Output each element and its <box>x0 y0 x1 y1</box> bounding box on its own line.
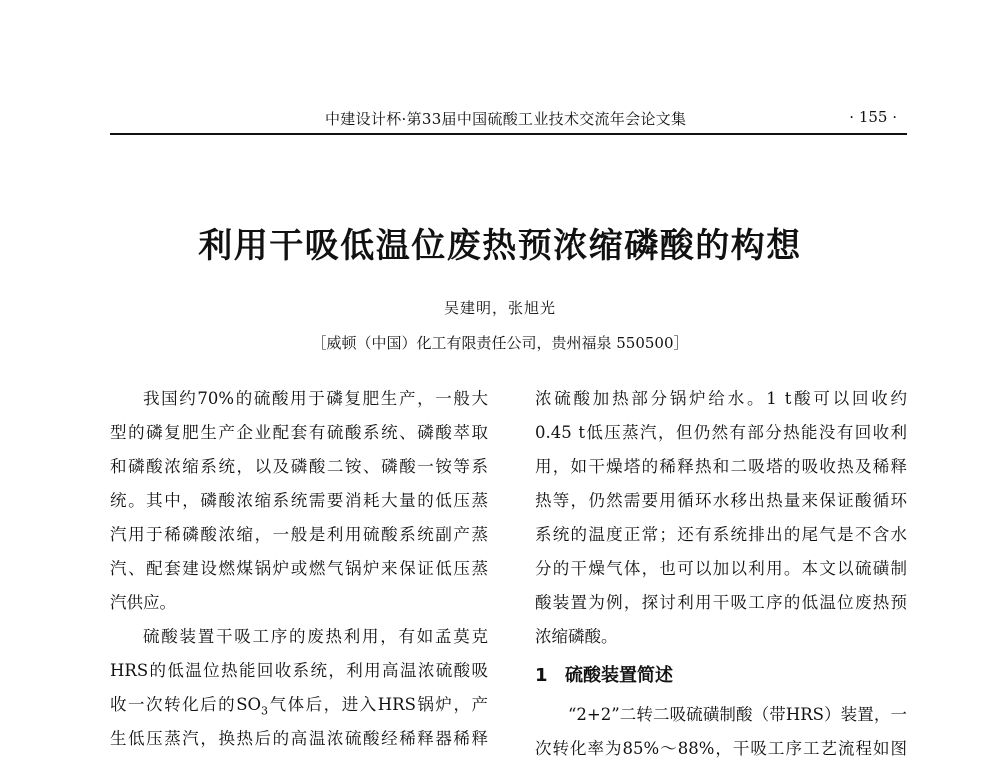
article-title: 利用干吸低温位废热预浓缩磷酸的构想 <box>198 226 802 266</box>
so3-continuation: 气体后，进入HRS锅炉，产 <box>268 695 488 714</box>
paragraph-line: 系统的温度正常；还有系统排出的尾气是不含水 <box>535 525 907 544</box>
paragraph-line: 汽供应。 <box>110 593 176 612</box>
article-affiliation: ［威顿（中国）化工有限责任公司，贵州福泉 550500］ <box>311 334 689 352</box>
paragraph-line: 型的磷复肥生产企业配套有硫酸系统、磷酸萃取 <box>110 423 488 442</box>
paragraph-line: “2+2”二转二吸硫磺制酸（带HRS）装置，一 <box>568 705 907 724</box>
right-column <box>535 382 907 766</box>
paragraph-line: 我国约70%的硫酸用于磷复肥生产，一般大 <box>143 389 488 408</box>
paragraph-line: 浓硫酸加热部分锅炉给水。1 t酸可以回收约 <box>535 389 907 408</box>
running-head-title: 中建设计杯·第33届中国硫酸工业技术交流年会论文集 <box>325 110 687 128</box>
paragraph-line: 浓缩磷酸。 <box>535 627 618 646</box>
section-title: 硫酸装置简述 <box>565 665 673 686</box>
running-head <box>110 108 905 132</box>
header-rule <box>110 133 907 135</box>
paragraph-line: 用，如干燥塔的稀释热和二吸塔的吸收热及稀释 <box>535 457 907 476</box>
page-number: · 155 · <box>849 108 897 126</box>
paragraph-line: 次转化率为85%～88%，干吸工序工艺流程如图 <box>535 739 907 758</box>
paragraph-line: 酸装置为例，探讨利用干吸工序的低温位废热预 <box>535 593 907 612</box>
paragraph-line: HRS的低温位热能回收系统，利用高温浓硫酸吸 <box>110 661 488 680</box>
paragraph-line: 热等，仍然需要用循环水移出热量来保证酸循环 <box>535 491 907 510</box>
so3-text: 收一次转化后的SO <box>110 695 262 714</box>
article-authors: 吴建明，张旭光 <box>443 299 556 317</box>
paragraph-line: 和磷酸浓缩系统，以及磷酸二铵、磷酸一铵等系 <box>110 457 488 476</box>
paragraph-line: 汽用于稀磷酸浓缩，一般是利用硫酸系统副产蒸 <box>110 525 488 544</box>
paragraph-line: 0.45 t低压蒸汽，但仍然有部分热能没有回收利 <box>535 423 907 442</box>
paragraph-line: 硫酸装置干吸工序的废热利用，有如孟莫克 <box>143 627 488 646</box>
paragraph-line: 生低压蒸汽，换热后的高温浓硫酸经稀释器稀释 <box>110 729 488 748</box>
so3-subscript: 3 <box>261 704 269 718</box>
section-heading <box>535 654 907 698</box>
section-number: 1 <box>535 665 548 686</box>
left-column <box>110 382 488 756</box>
paragraph-line-so3 <box>110 688 488 722</box>
paragraph-line: 分的干燥气体，也可以加以利用。本文以硫磺制 <box>535 559 907 578</box>
paragraph-line: 汽、配套建设燃煤锅炉或燃气锅炉来保证低压蒸 <box>110 559 488 578</box>
paragraph-line: 统。其中，磷酸浓缩系统需要消耗大量的低压蒸 <box>110 491 488 510</box>
